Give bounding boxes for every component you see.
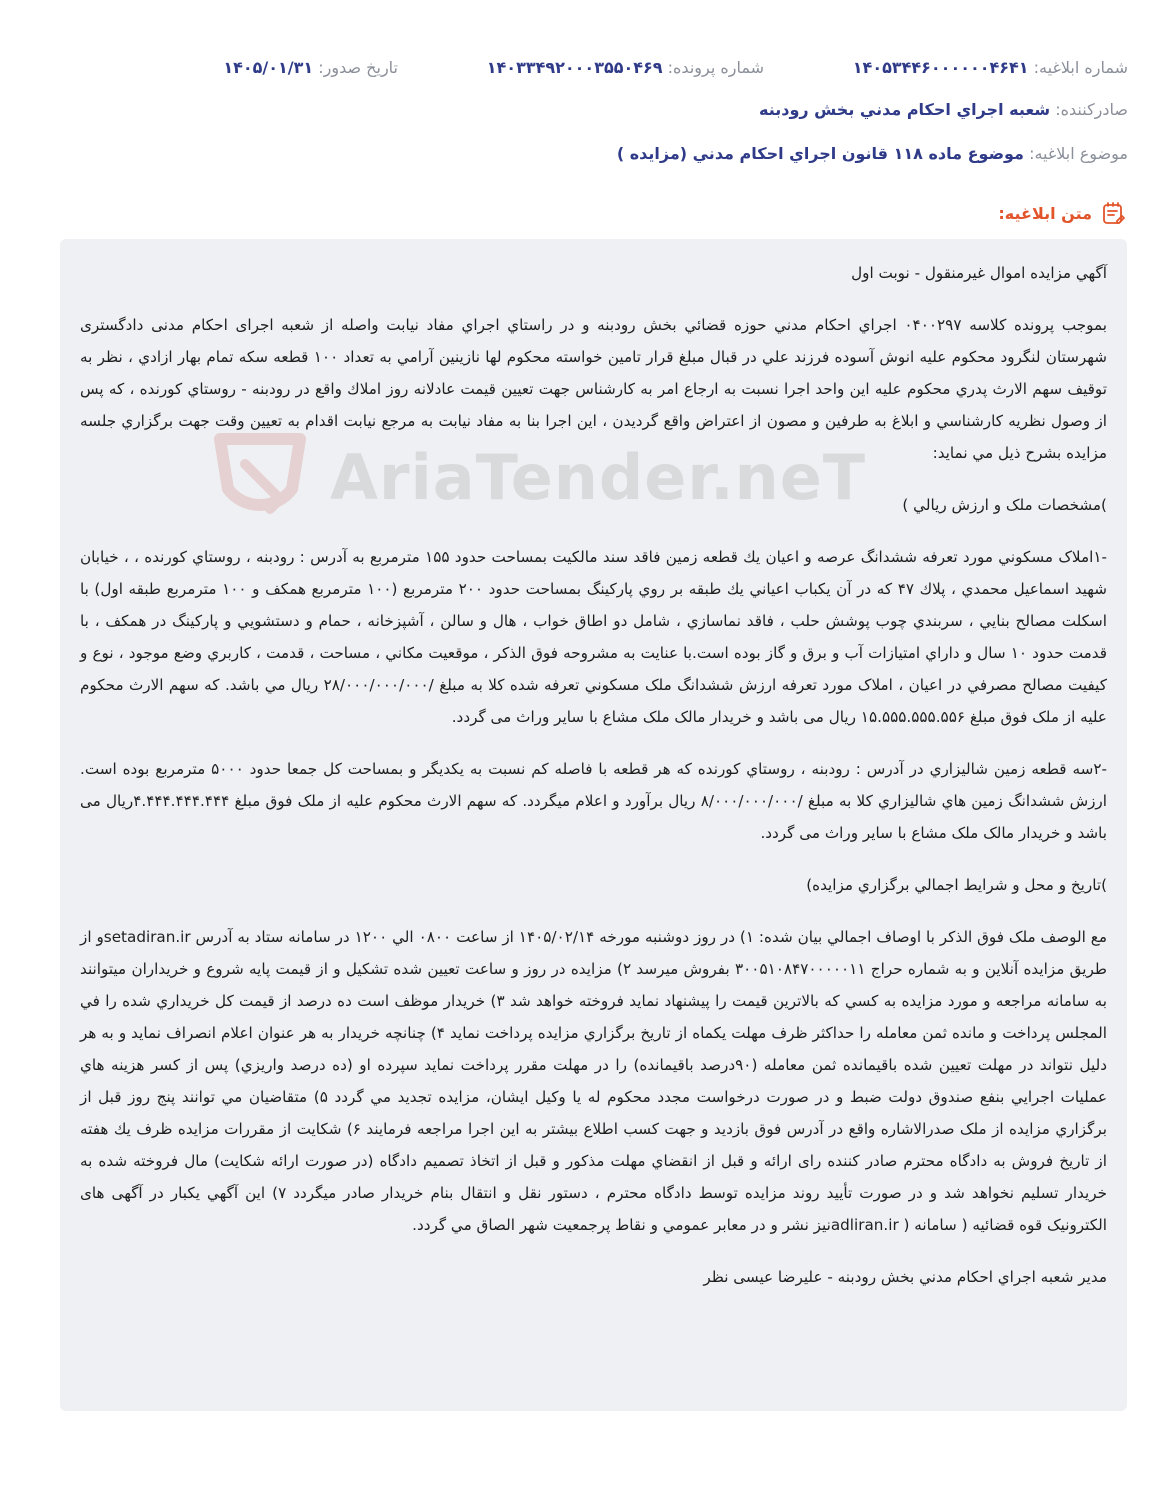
- property-item-2: -۲سه قطعه زمين شاليزاري در آدرس : رودبنه ، روستاي كورنده كه هر قطعه با فاصله كم نسبت به يكديگر و بمساحت كل جمعا حدود ۵۰۰۰ مترمربع بوده است. ارزش ششدانگ زمين هاي شاليزاري كلا به مبلغ /۸/۰۰۰/۰۰۰/۰۰۰ ريال برآورد و اعلام ميگردد. که سهم الارث محکوم عليه از ملک فوق مبلغ ۴.۴۴۴.۴۴۴.۴۴۴ريال می باشد و خريدار مالک ملک مشاع با ساير وراث می گردد.: [80, 760, 1107, 842]
- meta-row-numbers: [46, 56, 1128, 82]
- watermark-text: AriaTender.neT: [330, 441, 867, 514]
- issuer-label: صادرکننده:: [1055, 100, 1128, 119]
- notice-paragraph-intro: بموجب پرونده كلاسه ۰۴۰۰۲۹۷ اجراي احكام مدني حوزه قضائي بخش رودبنه و در راستاي اجراي مفاد نيابت واصله از شعبه اجرای احکام مدنی دادگستری شهرستان لنگرود محكوم عليه انوش آسوده فرزند علي در قبال مبلغ قرار تامين خواسته محكوم لها نازينين آرامي به تعداد ۱۰۰ قطعه سكه تمام بهار ازادي ، نظر به توقيف سهم الارث پدري محكوم عليه اين واحد اجرا نسبت به ارجاع امر به كارشناس جهت تعيين قيمت عادلانه روز املاك واقع در رودبنه - روستاي كورنده ، كه پس از وصول نظريه كارشناسي و ابلاغ به طرفين و مصون از اعتراض واقع گرديدن ، اين اجرا بنا به مفاد نيابت به مرجع نيابت اقدام به تعيين وقت جهت برگزاري جلسه مزايده بشرح ذيل مي نمايد:: [80, 316, 1108, 462]
- case-number-value: ۱۴۰۳۳۴۹۲۰۰۰۳۵۵۰۴۶۹: [486, 58, 663, 77]
- case-number: [487, 56, 764, 80]
- notice-text-title: متن ابلاغيه:: [998, 203, 1092, 223]
- auction-terms-heading: )تاريخ و محل و شرايط اجمالي برگزاري مزايده): [806, 876, 1107, 894]
- notice-heading: آگهي مزايده اموال غيرمنقول - نوبت اول: [851, 264, 1107, 282]
- property-item-1: -۱املاک مسکوني مورد تعرفه ششدانگ عرصه و اعيان يك قطعه زمين فاقد سند مالكيت بمساحت حدود ۱۵۵ مترمربع به آدرس : رودبنه ، روستاي كورنده ، ، خيابان شهيد اسماعيل محمدي ، پلاك ۴۷ كه در آن يكباب اعياني يك طبقه بر روي پاركينگ بمساحت حدود ۲۰۰ مترمربع (۱۰۰ مترمربع همكف و ۱۰۰ مترمربع طبقه اول) با اسكلت مصالح بنايي ، سربندي چوب پوشش حلب ، فاقد نماسازي ، شامل دو اطاق خواب ، هال و سالن ، آشپزخانه ، حمام و دستشويي و پاركينگ در همكف ، با قدمت حدود ۱۰ سال و داراي امتيازات آب و برق و گاز بوده است.با عنايت به مشروحه فوق الذكر ، موقعيت مكاني ، مساحت ، قدمت ، كاربري وضع موجود ، نوع و كيفيت مصالح مصرفي در اعيان ، املاک مورد تعرفه ارزش ششدانگ ملک مسکوني تعرفه شده كلا به مبلغ /۲۸/۰۰۰/۰۰۰/۰۰۰ ريال مي باشد. که سهم الارث محکوم عليه از ملک فوق مبلغ ۱۵.۵۵۵.۵۵۵.۵۵۶ ريال می باشد و خريدار مالک ملک مشاع با ساير وراث می گردد.: [80, 548, 1107, 726]
- subject-row: [46, 142, 1128, 166]
- issue-date-label: تاريخ صدور:: [318, 58, 398, 77]
- issue-date-value: ۱۴۰۵/۰۱/۳۱: [223, 58, 314, 77]
- issuer-row: [46, 98, 1128, 122]
- notice-text-header: [998, 198, 1126, 228]
- auction-terms-paragraph: مع الوصف ملک فوق الذكر با اوصاف اجمالي بيان شده: ۱) در روز دوشنبه مورخه ۱۴۰۵/۰۲/۱۴ از ساعت ۰۸۰۰ الي ۱۲۰۰ در سامانه ستاد به آدرس setadiran.irو از طريق مزايده آنلاين و به شماره حراج ۳۰۰۵۱۰۸۴۷۰۰۰۰۰۱۱ بفروش ميرسد ۲) مزايده در روز و ساعت تعيين شده تشكيل و از قيمت پايه شروع و خريداران ميتوانند به سامانه مراجعه و مورد مزايده به كسي كه بالاترين قيمت را پيشنهاد نمايد فروخته خواهد شد ۳) خريدار موظف است ده درصد از قيمت كل خريداري شده را في المجلس پرداخت و مانده ثمن معامله را حداكثر ظرف مهلت يكماه از تاريخ برگزاري مزايده پرداخت نمايد ۴) چنانچه خريدار به هر عنوان اعلام انصراف نمايد و به هر دليل نتواند در مهلت تعيين شده باقيمانده ثمن معامله (۹۰درصد باقيمانده) را در مهلت مقرر پرداخت نمايد سپرده او (ده درصد واريزي) پس از كسر هزينه هاي عمليات اجرايي بنفع صندوق دولت ضبط و در صورت درخواست مجدد محكوم له يا وكيل ايشان، مزايده تجديد مي گردد ۵) متقاضيان مي توانند پنج روز قبل از برگزاري مزايده از ملک صدرالاشاره واقع در آدرس فوق بازديد و جهت كسب اطلاع بيشتر به اين اجرا مراجعه فرمايند ۶) شكايت از مقررات مزايده ظرف يك هفته از تاريخ فروش به دادگاه محترم صادر کننده رای ارائه و قبل از انقضاي مهلت مذكور و قبل از اتخاذ تصميم دادگاه (در صورت ارائه شكايت) مال فروخته شده به خريدار تسليم نخواهد شد و در صورت تأييد روند مزايده توسط دادگاه محترم ، دستور نقل و انتقال بنام خريدار صادر ميگردد ۷) اين آگهي يكبار در آگهی های الکترونیک قوه قضائیه ( سامانه ( adliran.irنيز نشر و در معابر عمومي و نقاط پرجمعيت شهر الصاق مي گردد.: [80, 928, 1108, 1234]
- notice-number-label: شماره ابلاغيه:: [1033, 58, 1128, 77]
- signature-line: مدير شعبه اجراي احكام مدني بخش رودبنه - عليرضا عيسى نظر: [703, 1268, 1107, 1286]
- subject-value: موضوع ماده ۱۱۸ قانون اجراي احكام مدني (مزايده ): [616, 144, 1024, 163]
- note-edit-icon: [1100, 200, 1126, 226]
- notice-number: [853, 56, 1128, 80]
- notice-body: [60, 239, 1127, 1411]
- property-spec-heading: )مشخصات ملک و ارزش ريالي ): [902, 496, 1107, 514]
- case-number-label: شماره پرونده:: [667, 58, 764, 77]
- subject-label: موضوع ابلاغيه:: [1029, 144, 1128, 163]
- notice-number-value: ۱۴۰۵۳۴۴۶۰۰۰۰۰۰۴۶۴۱: [852, 58, 1029, 77]
- issuer-value: شعبه اجراي احكام مدني بخش رودبنه: [759, 100, 1051, 119]
- issue-date: [223, 56, 398, 80]
